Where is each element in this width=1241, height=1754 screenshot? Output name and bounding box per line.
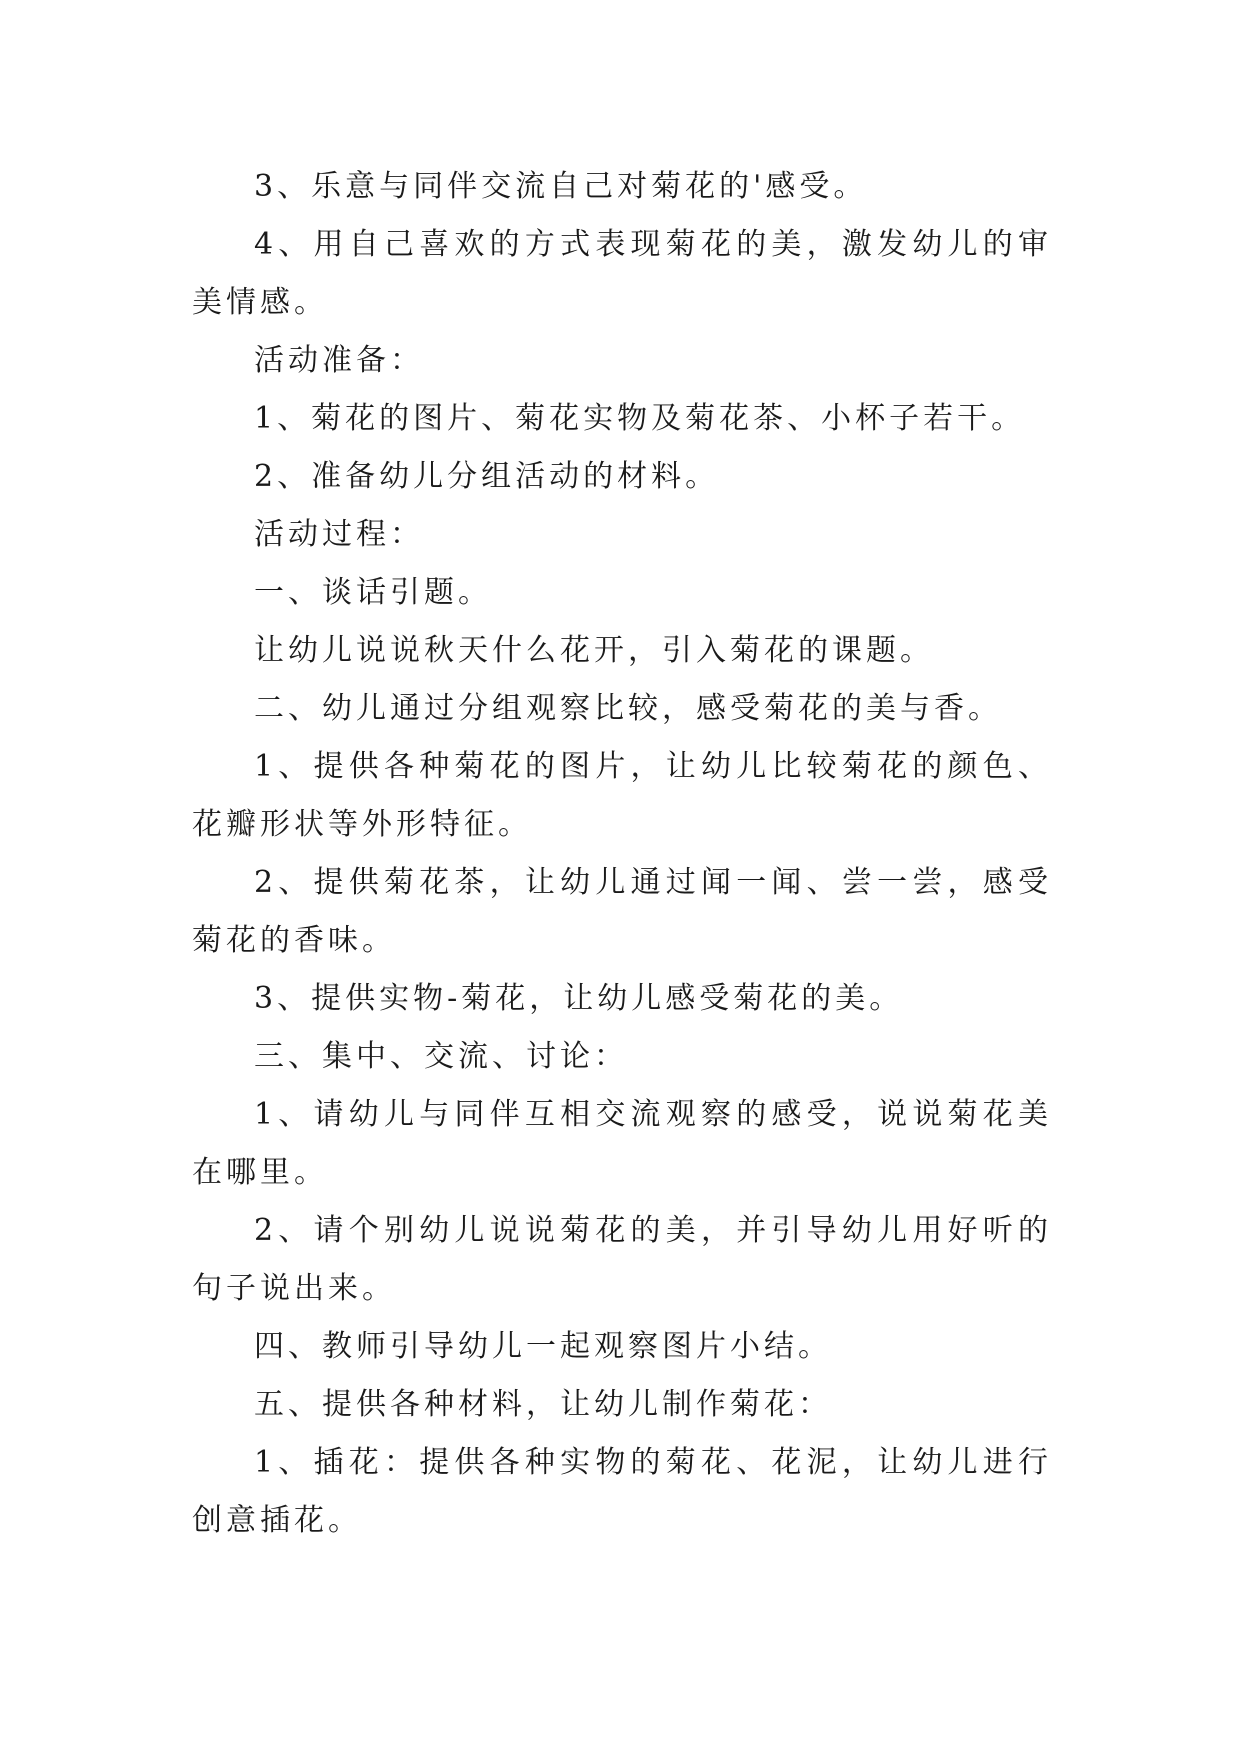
paragraph: 让幼儿说说秋天什么花开，引入菊花的课题。 bbox=[254, 633, 934, 668]
paragraph: 1、菊花的图片、菊花实物及菊花茶、小杯子若干。 bbox=[254, 401, 1026, 436]
document-body bbox=[192, 158, 1052, 1550]
paragraph: 三、集中、交流、讨论： bbox=[254, 1039, 628, 1074]
paragraph: 1、提供各种菊花的图片，让幼儿比较菊花的颜色、花瓣形状等外形特征。 bbox=[192, 749, 1052, 842]
paragraph: 活动过程： bbox=[254, 517, 424, 552]
paragraph: 2、请个别幼儿说说菊花的美，并引导幼儿用好听的句子说出来。 bbox=[192, 1213, 1052, 1306]
paragraph: 1、插花：提供各种实物的菊花、花泥，让幼儿进行创意插花。 bbox=[192, 1445, 1052, 1538]
paragraph: 1、请幼儿与同伴互相交流观察的感受，说说菊花美在哪里。 bbox=[192, 1097, 1052, 1190]
paragraph: 二、幼儿通过分组观察比较，感受菊花的美与香。 bbox=[254, 691, 1002, 726]
paragraph: 2、提供菊花茶，让幼儿通过闻一闻、尝一尝，感受菊花的香味。 bbox=[192, 865, 1052, 958]
paragraph: 四、教师引导幼儿一起观察图片小结。 bbox=[254, 1329, 832, 1364]
paragraph: 活动准备： bbox=[254, 343, 424, 378]
paragraph: 3、乐意与同伴交流自己对菊花的'感受。 bbox=[254, 169, 868, 204]
paragraph: 3、提供实物-菊花，让幼儿感受菊花的美。 bbox=[254, 981, 904, 1016]
paragraph: 一、谈话引题。 bbox=[254, 575, 492, 610]
paragraph: 4、用自己喜欢的方式表现菊花的美，激发幼儿的审美情感。 bbox=[192, 227, 1052, 320]
paragraph: 五、提供各种材料，让幼儿制作菊花： bbox=[254, 1387, 832, 1422]
paragraph: 2、准备幼儿分组活动的材料。 bbox=[254, 459, 720, 494]
